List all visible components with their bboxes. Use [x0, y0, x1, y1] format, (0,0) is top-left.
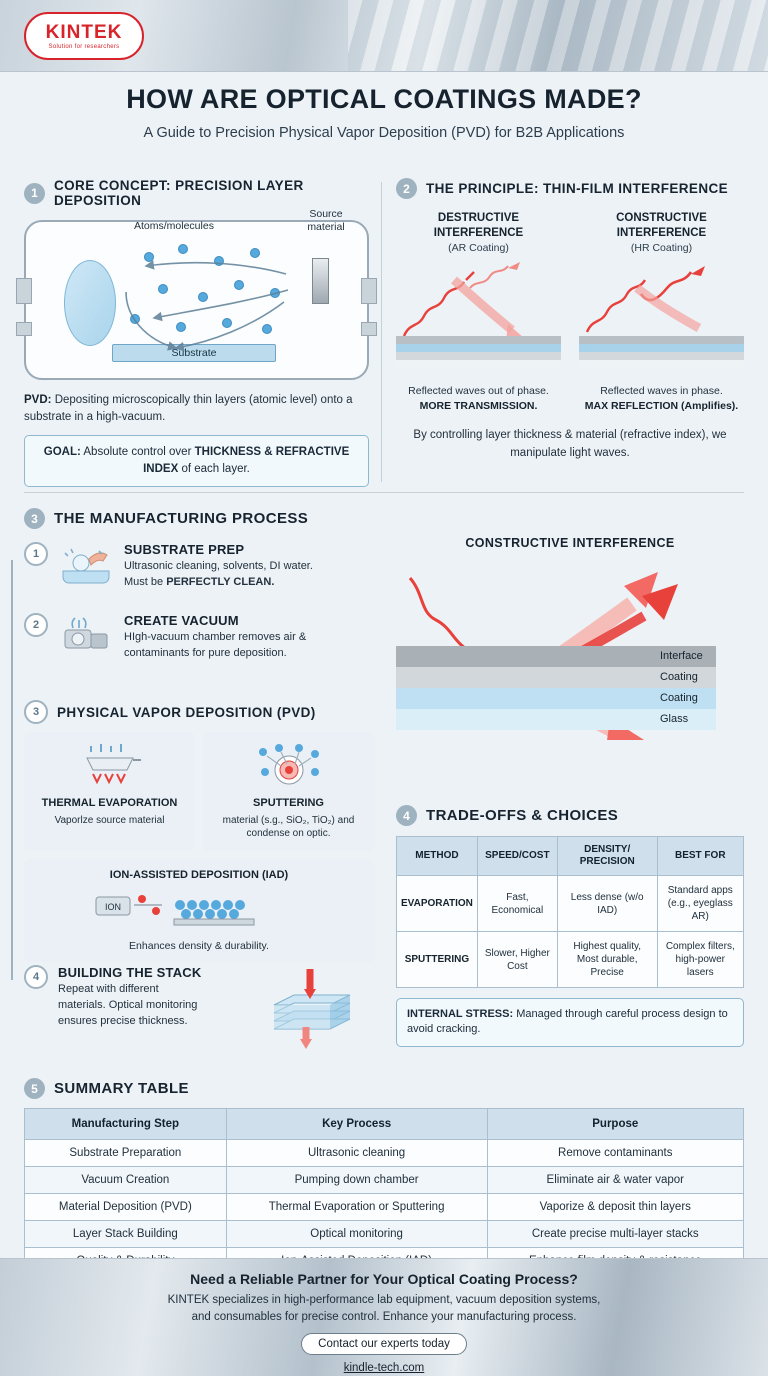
step-4-body [58, 965, 244, 1056]
title-block [0, 84, 768, 141]
table-row [25, 1140, 744, 1167]
stack-layer-coating-1 [396, 344, 561, 352]
sum-r3-c3: Vaporize & deposit thin layers [487, 1194, 743, 1221]
goal-box [24, 435, 369, 486]
goal-bold-1: THICKNESS & [194, 446, 273, 459]
sum-r1-c2: Ultrasonic cleaning [226, 1140, 487, 1167]
step-1-text-2: Must be [124, 575, 167, 588]
constructive-wave-diagram [579, 258, 744, 378]
section1-header [24, 178, 369, 208]
substrate-label: Substrate [112, 344, 276, 362]
section2-badge: 2 [396, 178, 417, 199]
thermal-evaporation-card [24, 732, 195, 851]
footer-text-2: and consumables for precise control. Enhance your manufacturing process. [191, 1310, 577, 1323]
goal-text-2: of each layer. [178, 463, 250, 476]
vacuum-chamber-diagram [24, 208, 369, 380]
stack-layer-coating-2 [396, 352, 561, 360]
sum-header-process: Key Process [226, 1109, 487, 1140]
sum-r2-c1: Vacuum Creation [25, 1167, 227, 1194]
step-4-number: 4 [24, 965, 48, 989]
stack-layer-interface [396, 336, 561, 344]
sum-r1-c1: Substrate Preparation [25, 1140, 227, 1167]
step-3-number: 3 [24, 700, 48, 724]
stack-layer-coating-2 [579, 352, 744, 360]
step-2-text-2: contaminants for pure deposition. [124, 646, 287, 659]
stack-layer-glass [396, 360, 561, 368]
internal-stress-box [396, 998, 744, 1047]
section1-badge: 1 [24, 183, 45, 204]
process-step-2 [24, 613, 374, 662]
section4-title: TRADE-OFFS & CHOICES [426, 807, 619, 824]
destructive-caption-1: Reflected waves out of phase. [408, 384, 549, 397]
sum-r4-c1: Layer Stack Building [25, 1221, 227, 1248]
footer-band [0, 1258, 768, 1376]
to-r2-bestfor: Complex filters, high-power lasers [657, 932, 743, 988]
page-title: HOW ARE OPTICAL COATINGS MADE? [126, 84, 642, 114]
section2-title: THE PRINCIPLE: THIN-FILM INTERFERENCE [426, 181, 729, 196]
step-4-text [58, 982, 244, 1030]
logo-tagline: Solution for researchers [48, 43, 120, 50]
to-r2-density: Highest quality, Most durable, Precise [557, 932, 657, 988]
section4-badge: 4 [396, 805, 417, 826]
stack-layer-coating-1 [579, 344, 744, 352]
illus-label-interface: Interface [660, 650, 703, 662]
section5-header [24, 1078, 189, 1099]
section3-header [24, 508, 308, 529]
summary-table [24, 1108, 744, 1275]
summary-header-row [25, 1109, 744, 1140]
illus-label-coating-1: Coating [660, 671, 698, 683]
constructive-caption-1: Reflected waves in phase. [600, 384, 723, 397]
section3-title: THE MANUFACTURING PROCESS [54, 510, 309, 527]
illus-label-coating-2: Coating [660, 692, 698, 704]
tradeoffs-header-row [397, 837, 744, 876]
constructive-illustration [396, 536, 744, 725]
destructive-heading: DESTRUCTIVE INTERFERENCE [433, 212, 524, 239]
step-2-text-1: HIgh-vacuum chamber removes air & [124, 630, 307, 643]
section4-header [396, 805, 744, 826]
to-r2-speed: Slower, Higher Cost [477, 932, 557, 988]
step-2-text [124, 630, 374, 662]
hand-cleaning-icon [58, 542, 114, 586]
footer-title: Need a Reliable Partner for Your Optical Coating Process? [190, 1271, 578, 1287]
goal-bold-2: REFRACTIVE INDEX [143, 446, 350, 476]
pvd-title: PHYSICAL VAPOR DEPOSITION (PVD) [57, 704, 316, 720]
horizontal-divider [24, 492, 744, 493]
illustration-title: CONSTRUCTIVE INTERFERENCE [465, 536, 675, 550]
pvd-note-bold: PVD: [24, 394, 52, 406]
step-1-text-1: Ultrasonic cleaning, solvents, DI water. [124, 560, 313, 572]
destructive-caption-2: MORE TRANSMISSION. [419, 399, 538, 412]
table-row [397, 932, 744, 988]
sum-r3-c2: Thermal Evaporation or Sputtering [226, 1194, 487, 1221]
illustration-layer-stack [396, 646, 716, 730]
to-r1-bestfor: Standard apps (e.g., eyeglass AR) [657, 876, 743, 932]
section1-title: CORE CONCEPT: PRECISION LAYER DEPOSITION [54, 178, 304, 208]
iad-card [24, 859, 374, 962]
constructive-layer-stack [579, 336, 744, 370]
vacuum-pump-icon [58, 613, 114, 657]
step-1-text [124, 559, 374, 591]
pvd-header [24, 700, 374, 724]
step-4-text-2: materials. Optical monitoring [58, 998, 198, 1011]
pvd-subsection [24, 700, 374, 962]
pvd-note [24, 392, 369, 425]
sum-header-purpose: Purpose [487, 1109, 743, 1140]
contact-experts-button[interactable]: Contact our experts today [301, 1333, 467, 1355]
section-core-concept [24, 178, 369, 487]
constructive-caption [579, 384, 744, 413]
process-steps [24, 542, 374, 676]
footer-text-1: KINTEK specializes in high-performance lab equipment, vacuum deposition systems, [167, 1294, 601, 1306]
step-1-body [124, 542, 374, 591]
constructive-sub: (HR Coating) [630, 241, 693, 254]
table-row [25, 1194, 744, 1221]
thermal-evaporation-icon [75, 742, 145, 788]
sum-header-step: Manufacturing Step [25, 1109, 227, 1140]
ion-beam-icon [94, 885, 304, 929]
constructive-caption-2: MAX REFLECTION (Amplifies). [584, 399, 739, 412]
stack-layer-interface [579, 336, 744, 344]
internal-stress-text: Managed through careful process design to avoid cracking. [407, 1008, 728, 1036]
pvd-method-cards [24, 732, 374, 851]
building-stack-step [24, 965, 374, 1070]
to-header-bestfor: BEST FOR [657, 837, 743, 876]
process-connector-line [11, 560, 13, 980]
pvd-note-text: Depositing microscopically thin layers (atomic level) onto a substrate in a high-vacuum. [24, 394, 353, 423]
table-row [25, 1167, 744, 1194]
step-2-title: CREATE VACUUM [124, 612, 239, 628]
constructive-column [579, 211, 744, 413]
step-4-text-1: Repeat with different [58, 983, 159, 995]
stack-layer-glass [579, 360, 744, 368]
to-r1-density: Less dense (w/o IAD) [557, 876, 657, 932]
step-2-body [124, 613, 374, 662]
to-header-density: DENSITY/ PRECISION [557, 837, 657, 876]
sum-r2-c2: Pumping down chamber [226, 1167, 487, 1194]
to-header-method: METHOD [397, 837, 478, 876]
logo-name: KINTEK [45, 21, 123, 43]
header-band [0, 0, 768, 72]
vertical-divider [381, 182, 382, 482]
section2-header [396, 178, 744, 199]
goal-text-1: Absolute control over [83, 446, 195, 459]
destructive-layer-stack [396, 336, 561, 370]
step-4-text-3: ensures precise thickness. [58, 1014, 188, 1027]
deposition-flow-arrows [26, 222, 371, 382]
section-principle [396, 178, 744, 462]
sputtering-title: SPUTTERING [253, 797, 324, 809]
to-r1-speed: Fast, Economical [477, 876, 557, 932]
destructive-caption [396, 384, 561, 413]
iad-title: ION-ASSISTED DEPOSITION (IAD) [109, 868, 289, 881]
thermal-evaporation-title: THERMAL EVAPORATION [41, 797, 178, 809]
sum-r1-c3: Remove contaminants [487, 1140, 743, 1167]
principle-note: By controlling layer thickness & material (refractive index), we manipulate light waves. [413, 429, 727, 459]
step-1-number: 1 [24, 542, 48, 566]
internal-stress-label: INTERNAL STRESS: [407, 1008, 514, 1020]
source-material-label: Source material [307, 208, 345, 233]
svg-text:ION: ION [104, 901, 122, 912]
interference-columns [396, 211, 744, 413]
to-r1-method: EVAPORATION [397, 876, 478, 932]
iad-desc: Enhances density & durability. [129, 939, 269, 952]
destructive-wave-diagram [396, 258, 561, 378]
illus-label-glass: Glass [660, 713, 689, 725]
section3-badge: 3 [24, 508, 45, 529]
destructive-column [396, 211, 561, 413]
table-row [25, 1221, 744, 1248]
destructive-sub: (AR Coating) [448, 241, 509, 254]
goal-label: GOAL: [43, 446, 81, 459]
sum-r4-c3: Create precise multi-layer stacks [487, 1221, 743, 1248]
process-step-1 [24, 542, 374, 591]
tradeoffs-table [396, 836, 744, 988]
section-tradeoffs [396, 805, 744, 1047]
sum-r2-c3: Eliminate air & water vapor [487, 1167, 743, 1194]
footer-text [0, 1292, 768, 1325]
section5-title: SUMMARY TABLE [54, 1080, 189, 1097]
website-link[interactable]: kindle-tech.com [343, 1362, 425, 1375]
sputtering-card [203, 732, 374, 851]
page-subtitle: A Guide to Precision Physical Vapor Deposition (PVD) for B2B Applications [143, 125, 625, 141]
sum-r3-c1: Material Deposition (PVD) [25, 1194, 227, 1221]
step-1-text-bold: PERFECTLY CLEAN. [166, 575, 275, 588]
step-1-title: SUBSTRATE PREP [124, 542, 245, 557]
sum-r4-c2: Optical monitoring [226, 1221, 487, 1248]
step-4-title: BUILDING THE STACK [58, 965, 202, 980]
kintek-logo [24, 12, 144, 60]
atoms-label: Atoms/molecules [134, 220, 214, 232]
layer-stack-icon [254, 965, 374, 1056]
section5-badge: 5 [24, 1078, 45, 1099]
to-header-speed: SPEED/COST [477, 837, 557, 876]
sputtering-target-icon [249, 742, 329, 788]
constructive-heading: CONSTRUCTIVE INTERFERENCE [616, 212, 707, 239]
to-r2-method: SPUTTERING [397, 932, 478, 988]
process-step-4 [24, 965, 374, 1056]
thermal-evaporation-desc: Vaporlze source material [54, 814, 165, 826]
sputtering-desc: material (s.g., SiO₂, TiO₂) and condense on optic. [222, 814, 355, 840]
step-2-number: 2 [24, 613, 48, 637]
table-row [397, 876, 744, 932]
